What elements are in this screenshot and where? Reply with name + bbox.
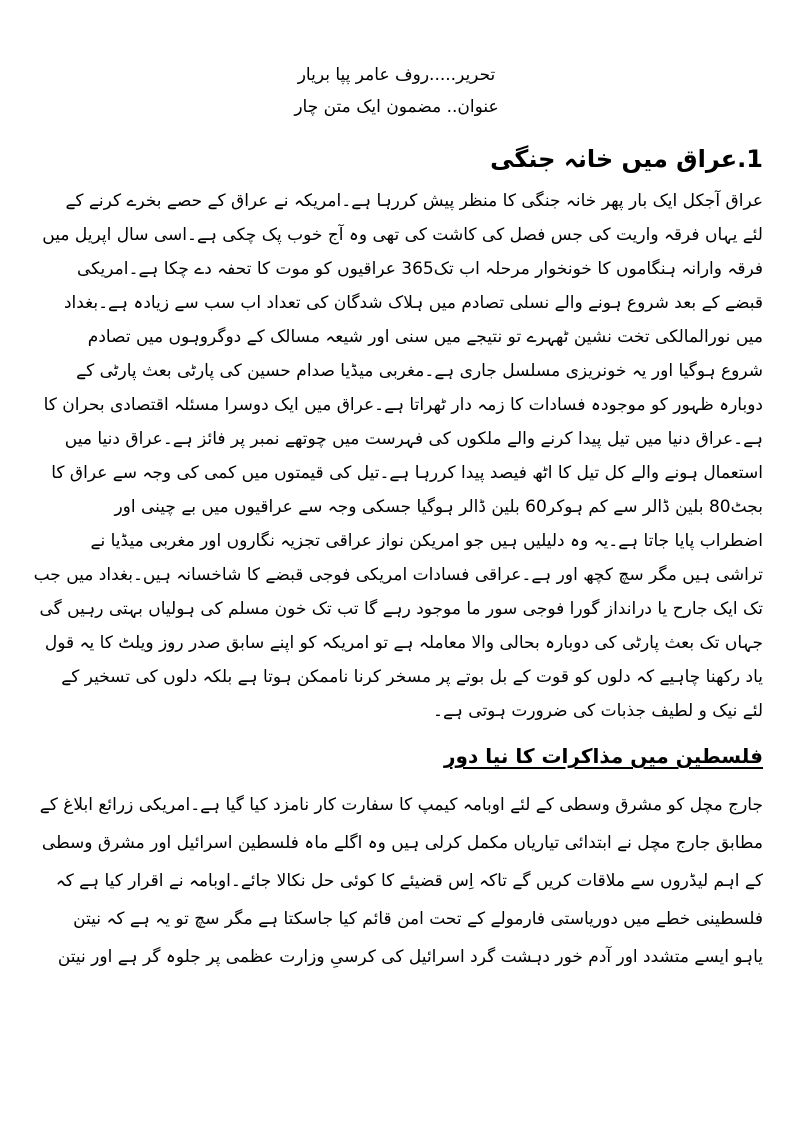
paragraph-line: ہے۔عراق دنیا میں تیل پیدا کرنے والے ملکوں کی فہرست میں چوتھے نمبر پر فائز ہے۔عراق دنیا میں	[64, 429, 763, 449]
section-2-heading-text: فلسطین میں مذاکرات کا نیا دور	[444, 744, 763, 768]
paragraph-line: لئے نیک و لطیف جذبات کی ضرورت ہوتی ہے۔	[432, 701, 763, 721]
paragraph-line: فلسطینی خطے میں دوریاستی فارمولے کے تحت امن قائم کیا جاسکتا ہے مگر سچ تو یہ ہے کہ نیتن	[73, 909, 763, 929]
paragraph-line: استعمال ہونے والے کل تیل کا اٹھ فیصد پیدا کررہا ہے۔تیل کی قیمتوں میں کمی کی وجہ سے عراق کا	[51, 463, 763, 483]
paragraph-line: جارج مچل کو مشرق وسطی کے لئے اوبامہ کیمپ کا سفارت کار نامزد کیا گیا ہے۔امریکی زرائع ابلاغ کے	[39, 795, 763, 815]
paragraph-line: شروع ہوگیا اور یہ خونریزی مسلسل جاری ہے۔مغربی میڈیا صدام حسین کی پارٹی بعث پارٹی کے	[76, 361, 763, 381]
paragraph-line: اضطراب پایا جاتا ہے۔یہ وہ دلیلیں ہیں جو امریکن نواز عراقی تجزیہ نگاروں اور مغربی میڈیا نے	[90, 531, 763, 551]
paragraph-line: کے اہم لیڈروں سے ملاقات کریں گے تاکہ اِس قضیئے کا کوئی حل نکالا جائے۔اوبامہ نے اقرار کیا ہے کہ	[55, 871, 763, 891]
paragraph-line: لئے یہاں فرقہ واریت کی جس فصل کی کاشت کی تھی وہ آج خوب پک چکی ہے۔اسی سال اپریل میں	[42, 225, 763, 245]
section-1-heading: 1.عراق میں خانہ جنگی	[490, 145, 763, 173]
paragraph-line: جہاں تک بعث پارٹی کی دوبارہ بحالی والا معاملہ ہے تو امریکہ کو اپنے سابق صدر روز ویلٹ کا یہ قول	[44, 633, 763, 653]
section-2-heading	[30, 742, 763, 770]
title-line: عنوان.. مضمون ایک متن چار	[294, 97, 499, 117]
paragraph-line: تراشی ہیں مگر سچ کچھ اور ہے۔عراقی فسادات امریکی فوجی قبضے کا شاخسانہ ہیں۔بغداد میں جب	[33, 565, 763, 585]
author-line: تحریر.....روف عامر پپا بریار	[297, 65, 496, 85]
paragraph-line: قبضے کے بعد شروع ہونے والے نسلی تصادم میں ہلاک شدگان کی تعداد اب سب سے زیادہ ہے۔بغداد	[63, 293, 763, 313]
paragraph-line: بجٹ80 بلین ڈالر سے کم ہوکر60 بلین ڈالر ہوگیا جسکی وجہ سے عراقیوں میں بے چینی اور	[114, 497, 763, 517]
paragraph-line: یاہو ایسے متشدد اور آدم خور دہشت گرد اسرائیل کی کرسیِ وزارت عظمی پر جلوہ گر ہے اور نیتن	[57, 947, 763, 967]
paragraph-line: میں نورالمالکی تخت نشین ٹھہرے تو نتیجے میں سنی اور شیعہ مسالک کے دوگروہوں میں تصادم	[87, 327, 763, 347]
paragraph-line: یاد رکھنا چاہیے کہ دلوں کو قوت کے بل بوتے پر مسخر کرنا ناممکن ہوتا ہے بلکہ دلوں کی تسخیر کے	[61, 667, 763, 687]
paragraph-line: دوبارہ ظہور کو موجودہ فسادات کا زمہ دار ٹھراتا ہے۔عراق میں ایک دوسرا مسئلہ اقتصادی بحران کا	[43, 395, 763, 415]
paragraph-line: تک ایک جارح یا درانداز گورا فوجی سور ما موجود رہے گا تب تک خون مسلم کی ہولیاں بہتی رہیں گی	[39, 599, 763, 619]
paragraph-line: مطابق جارج مچل نے ابتدائی تیاریاں مکمل کرلی ہیں وہ اگلے ماہ فلسطین اسرائیل اور مشرق وسطی	[41, 833, 763, 853]
paragraph-line: فرقہ وارانہ ہنگاموں کا خونخوار مرحلہ اب تک365 عراقیوں کو موت کا تحفہ دے چکا ہے۔امریکی	[76, 259, 763, 279]
paragraph-line: عراق آجکل ایک بار پھر خانہ جنگی کا منظر پیش کررہا ہے۔امریکہ نے عراق کے حصے بخرے کرنے کے	[65, 191, 763, 211]
